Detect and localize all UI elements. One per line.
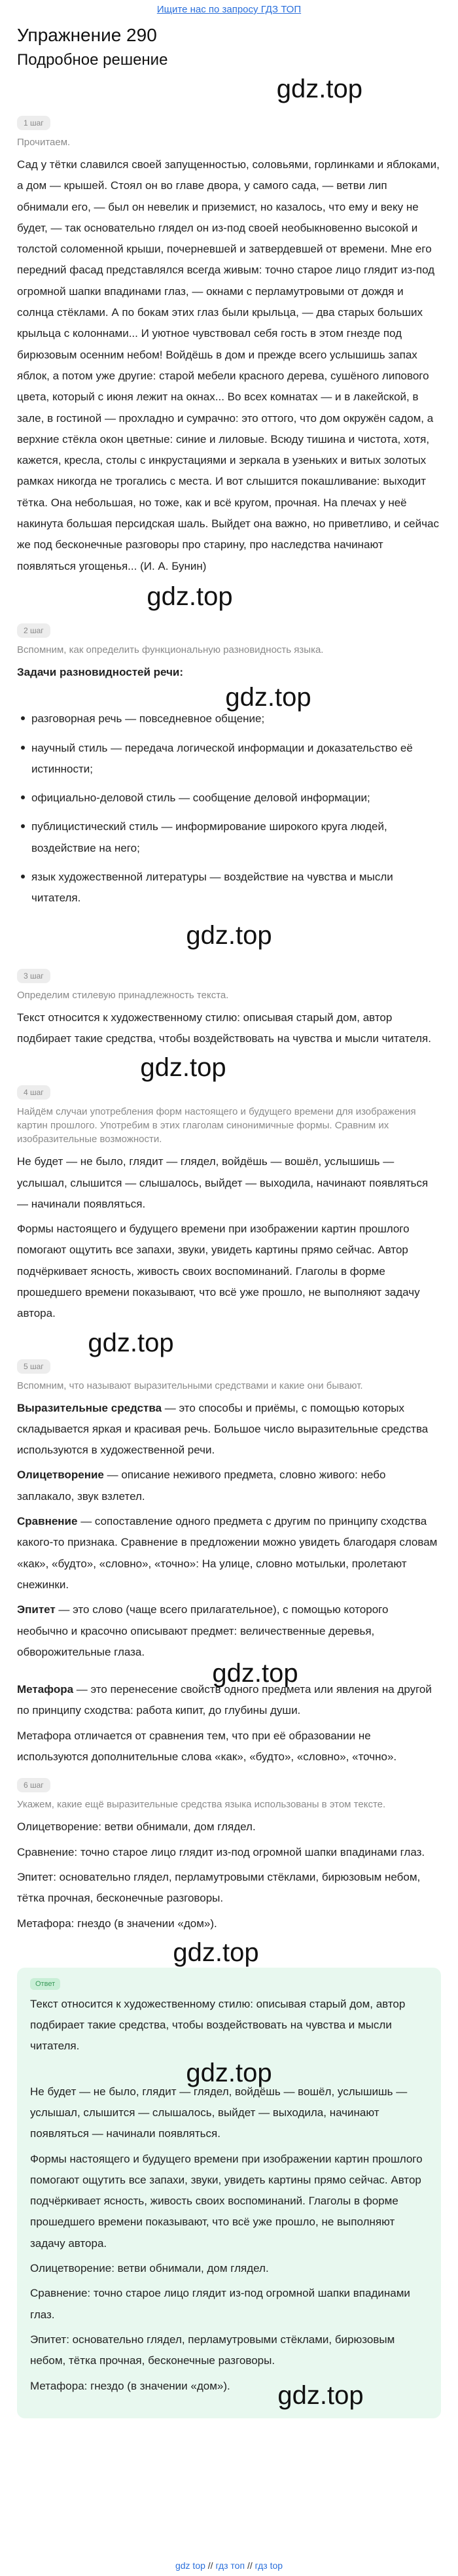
watermark: gdz.top <box>173 1938 259 1967</box>
step-badge: 4 шаг <box>17 1085 50 1100</box>
definition: — описание неживого предмета, словно живого: небо заплакало, звук взлетел. <box>17 1469 386 1503</box>
page-title: Упражнение 290 <box>17 25 157 45</box>
step-4 <box>17 1079 441 1324</box>
step-text: Текст относится к художественному стилю: описывая старый дом, автор подбирает такие средства, чтобы воздействовать на чувства и мысли читателя. <box>17 1011 431 1045</box>
footer-separator: // <box>207 2560 213 2571</box>
list-item: язык художественной литературы — воздействие на чувства и мысли читателя. <box>17 867 441 909</box>
footer-link[interactable]: гдз top <box>255 2560 283 2571</box>
footer <box>0 2560 458 2571</box>
list-item: разговорная речь — повседневное общение; <box>17 708 441 729</box>
watermark: gdz.top <box>88 1328 174 1357</box>
step-text: Сад у тётки славился своей запущенностью, соловьями, горлинками и яблоками, а дом — крышей. Стоял он во главе двора, у самого сада, — ветви лип обнимали его, — был он невелик и приземист, но казалось, что ему и веку не будет, — так основательно глядел он из-под своей необыкновенно высокой и толстой соломенной крыши, почерневшей и затвердевшей от времени. Мне его передний фасад представлялся всегда живым: точно старое лицо глядит из-под огромной шапки впадинами глаз, — окнами с перламутровыми от дождя и солнца стёклами. А по бокам этих глаз были крыльца, — два старых больших крыльца с колоннами... И уютное чувствовал себя гость в этом гнезде под бирюзовым осенним небом! Войдёшь в дом и прежде всего услышишь запах яблок, а потом уже другие: старой мебели красного дерева, сушёного липового цвета, который с июня лежит на окнах... Во всех комнатах — и в лакейской, в зале, в гостиной — прохладно и сумрачно: это оттого, что дом окружён садом, а верхние стёкла окон цветные: синие и лиловые. Всюду тишина и чистота, хотя, кажется, кресла, столы с инкрустациями и зеркала в узеньких и витых золотых рамках никогда не трогались с места. И вот слышится покашливание: выходит тётка. Она небольшая, но тоже, как и всё кругом, прочная. На плечах у неё накинута большая персидская шаль. Выйдет она важно, но приветливо, и сейчас же под бесконечные разговоры про старину, про наследства начинают появляться угощенья... (И. А. Бунин) <box>17 158 440 572</box>
answer-line: Формы настоящего и будущего времени при изображении картин прошлого помогают ощутить все запахи, звуки, увидеть картины прямо сейчас. Автор подчёркивает ясность, живость своих воспоминаний. Глаголы в форме прошедшего времени показывают, что всё уже прошло, не выполняют задачу автора. <box>30 2152 423 2250</box>
watermark: gdz.top <box>225 683 311 712</box>
step-badge: 2 шаг <box>17 623 50 638</box>
definition: — сопоставление одного предмета с другим по принципу сходства какого-то признака. Сравнение в предложении можно увидеть благодаря словам «как», «будто», «словно», «точно»: На улице, словно мотыльки, пролетают снежинки. <box>17 1515 438 1591</box>
watermark: gdz.top <box>186 2058 272 2087</box>
footer-link[interactable]: гдз топ <box>215 2560 245 2571</box>
answer-line: Сравнение: точно старое лицо глядит из-под огромной шапки впадинами глаз. <box>30 2287 410 2321</box>
step-line: Метафора: гнездо (в значении «дом»). <box>17 1917 217 1930</box>
definition: — это слово (чаще всего прилагательное), с помощью которого необычно и красочно описывают предмет: величественные деревья, обворожительные глаза. <box>17 1603 389 1658</box>
term: Олицетворение <box>17 1469 104 1482</box>
step-hint: Вспомним, как определить функциональную разновидность языка. <box>17 644 324 655</box>
step-6 <box>17 1771 441 1934</box>
definition: — это способы и приёмы, с помощью которых складывается яркая и красивая речь. Большое число выразительные средства используются в художественной речи. <box>17 1401 429 1457</box>
answer-line: Олицетворение: ветви обнимали, дом глядел. <box>30 2262 269 2275</box>
content <box>0 25 458 2418</box>
list-item: официально-деловой стиль — сообщение деловой информации; <box>17 788 441 809</box>
top-search-link[interactable]: Ищите нас по запросу ГДЗ ТОП <box>156 4 302 15</box>
step-hint: Прочитаем. <box>17 137 71 148</box>
step-heading: Задачи разновидностей речи: <box>17 665 184 678</box>
step-hint: Найдём случаи употребления форм настоящего и будущего времени для изображения картин прошлого. Употребим в этих глаголам синонимичные формы. Сравним их изобразительные возможности. <box>17 1106 416 1145</box>
step-text: Формы настоящего и будущего времени при изображении картин прошлого помогают ощутить все запахи, звуки, увидеть картины прямо сейчас. Автор подчёркивает ясность, живость своих воспоминаний. Глаголы в форме прошедшего времени показывают, что всё уже прошло, не выполняют задачу автора. <box>17 1223 420 1320</box>
step-hint: Вспомним, что называют выразительными средствами и какие они бывают. <box>17 1380 363 1391</box>
watermark: gdz.top <box>140 1053 226 1083</box>
list-item: публицистический стиль — информирование широкого круга людей, воздействие на него; <box>17 816 441 859</box>
step-text: Не будет — не было, глядит — глядел, войдёшь — вошёл, услышишь — услышал, слышится — слышалось, выйдет — выходила, начинают появляться — начинали появляться. <box>17 1155 429 1210</box>
answer-line: Метафора: гнездо (в значении «дом»). <box>30 2379 230 2392</box>
answer-line: Эпитет: основательно глядел, перламутровыми стёклами, бирюзовым небом, тётка прочная, бесконечные разговоры. <box>30 2333 395 2367</box>
step-badge: 1 шаг <box>17 116 50 130</box>
page-subtitle: Подробное решение <box>17 51 168 69</box>
step-hint: Укажем, какие ещё выразительные средства языка использованы в этом тексте. <box>17 1799 386 1811</box>
watermark: gdz.top <box>212 1659 298 1688</box>
watermark: gdz.top <box>186 920 272 950</box>
answer-line: Текст относится к художественному стилю: описывая старый дом, автор подбирает такие средства, чтобы воздействовать на чувства и мысли читателя. <box>30 1997 406 2053</box>
step-3 <box>17 962 441 1050</box>
top-banner <box>0 0 458 18</box>
step-line: Олицетворение: ветви обнимали, дом глядел. <box>17 1820 256 1834</box>
step-hint: Определим стилевую принадлежность текста. <box>17 989 229 1001</box>
footer-link[interactable]: gdz top <box>175 2560 205 2571</box>
speech-types-list <box>17 708 441 909</box>
definition-comparison <box>17 1511 441 1595</box>
definition-personification <box>17 1465 441 1507</box>
step-line: Эпитет: основательно глядел, перламутровыми стёклами, бирюзовым небом, тётка прочная, бесконечные разговоры. <box>17 1870 421 1905</box>
step-1 <box>17 109 441 577</box>
step-badge: 3 шаг <box>17 969 50 983</box>
footer-separator: // <box>247 2560 253 2571</box>
watermark: gdz.top <box>277 2380 364 2410</box>
term: Метафора <box>17 1683 74 1696</box>
answer-badge: Ответ <box>30 1978 60 1990</box>
watermark: gdz.top <box>147 582 233 611</box>
metaphor-note: Метафора отличается от сравнения тем, что при её образовании не используются дополнительные слова «как», «будто», «словно», «точно». <box>17 1729 397 1764</box>
watermark: gdz.top <box>276 75 362 103</box>
term: Выразительные средства <box>17 1401 162 1414</box>
definition-metaphor <box>17 1679 441 1722</box>
step-5 <box>17 1353 441 1768</box>
step-2 <box>17 617 441 909</box>
definition-expressive <box>17 1398 441 1461</box>
answer-line: Не будет — не было, глядит — глядел, войдёшь — вошёл, услышишь — услышал, слышится — слышалось, выйдет — выходила, начинают появляться — начинали появляться. <box>30 2085 408 2140</box>
step-line: Сравнение: точно старое лицо глядит из-под огромной шапки впадинами глаз. <box>17 1845 425 1858</box>
definition-epithet <box>17 1599 441 1663</box>
step-badge: 5 шаг <box>17 1359 50 1374</box>
term: Эпитет <box>17 1603 56 1616</box>
term: Сравнение <box>17 1515 78 1528</box>
answer-block <box>17 1968 441 2418</box>
list-item: научный стиль — передача логической информации и доказательство её истинности; <box>17 738 441 780</box>
definition: — это перенесение свойств одного предмета или явления на другой по принципу сходства: работа кипит, до глубины души. <box>17 1683 432 1717</box>
step-badge: 6 шаг <box>17 1778 50 1792</box>
